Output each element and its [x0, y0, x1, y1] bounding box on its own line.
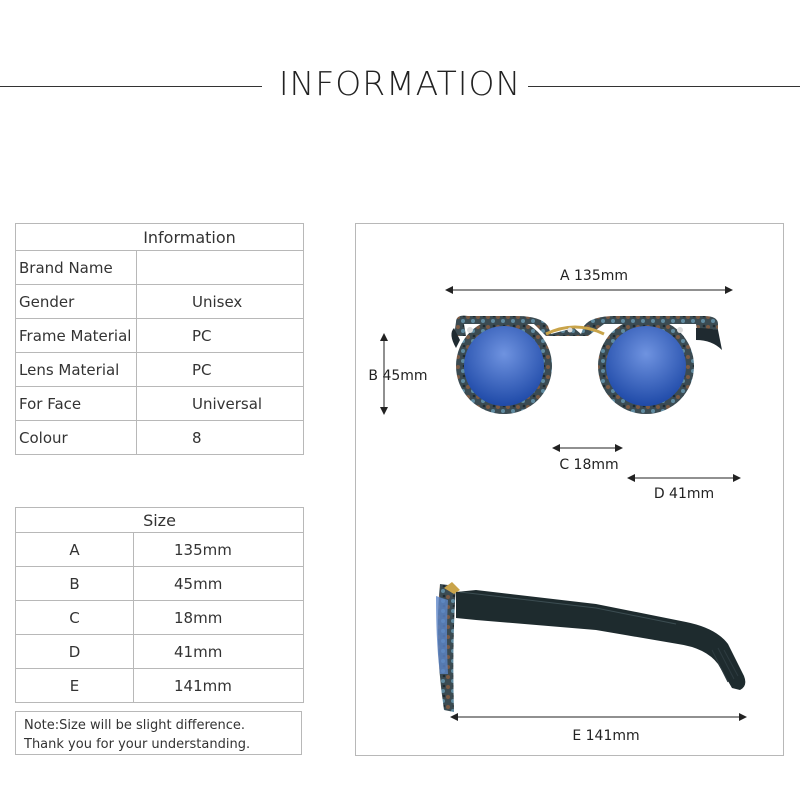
size-value: 141mm: [134, 669, 304, 703]
size-label: C: [16, 601, 134, 635]
size-table: [15, 507, 304, 703]
table-row: [16, 251, 304, 285]
dimension-diagram-svg: [356, 224, 785, 757]
info-label: Frame Material: [16, 319, 137, 353]
d-dimension-label: D 41mm: [653, 486, 715, 502]
table-row: [16, 285, 304, 319]
table-row: [16, 567, 304, 601]
table-row: [16, 421, 304, 455]
table-row: [16, 533, 304, 567]
info-value: PC: [137, 319, 304, 353]
info-label: Colour: [16, 421, 137, 455]
page-title: INFORMATION: [278, 64, 522, 103]
size-heading: Size: [16, 508, 304, 533]
size-value: 135mm: [134, 533, 304, 567]
size-label: E: [16, 669, 134, 703]
information-table: [15, 223, 304, 455]
c-dimension-label: C 18mm: [559, 457, 619, 473]
table-row: [16, 319, 304, 353]
table-row: [16, 353, 304, 387]
size-label: B: [16, 567, 134, 601]
size-note: [15, 711, 302, 755]
dimension-diagram: [355, 223, 784, 756]
e-dimension-label: E 141mm: [572, 728, 640, 744]
table-row: [16, 635, 304, 669]
note-line: Thank you for your understanding.: [24, 737, 251, 752]
table-row: [16, 669, 304, 703]
info-value: [137, 251, 304, 285]
info-label: Brand Name: [16, 251, 137, 285]
glasses-front-view: [451, 316, 722, 414]
info-value: PC: [137, 353, 304, 387]
b-dimension-label: B 45mm: [368, 368, 428, 384]
size-value: 41mm: [134, 635, 304, 669]
glasses-side-view: [436, 582, 745, 712]
information-heading: Information: [16, 224, 304, 251]
info-value: Universal: [137, 387, 304, 421]
info-value: Unisex: [137, 285, 304, 319]
size-label: A: [16, 533, 134, 567]
table-row: [16, 387, 304, 421]
info-value: 8: [137, 421, 304, 455]
size-value: 18mm: [134, 601, 304, 635]
info-label: For Face: [16, 387, 137, 421]
note-line: Note:Size will be slight difference.: [24, 718, 246, 733]
table-row: [16, 601, 304, 635]
a-dimension-label: A 135mm: [559, 268, 629, 284]
size-value: 45mm: [134, 567, 304, 601]
info-label: Gender: [16, 285, 137, 319]
info-label: Lens Material: [16, 353, 137, 387]
size-label: D: [16, 635, 134, 669]
